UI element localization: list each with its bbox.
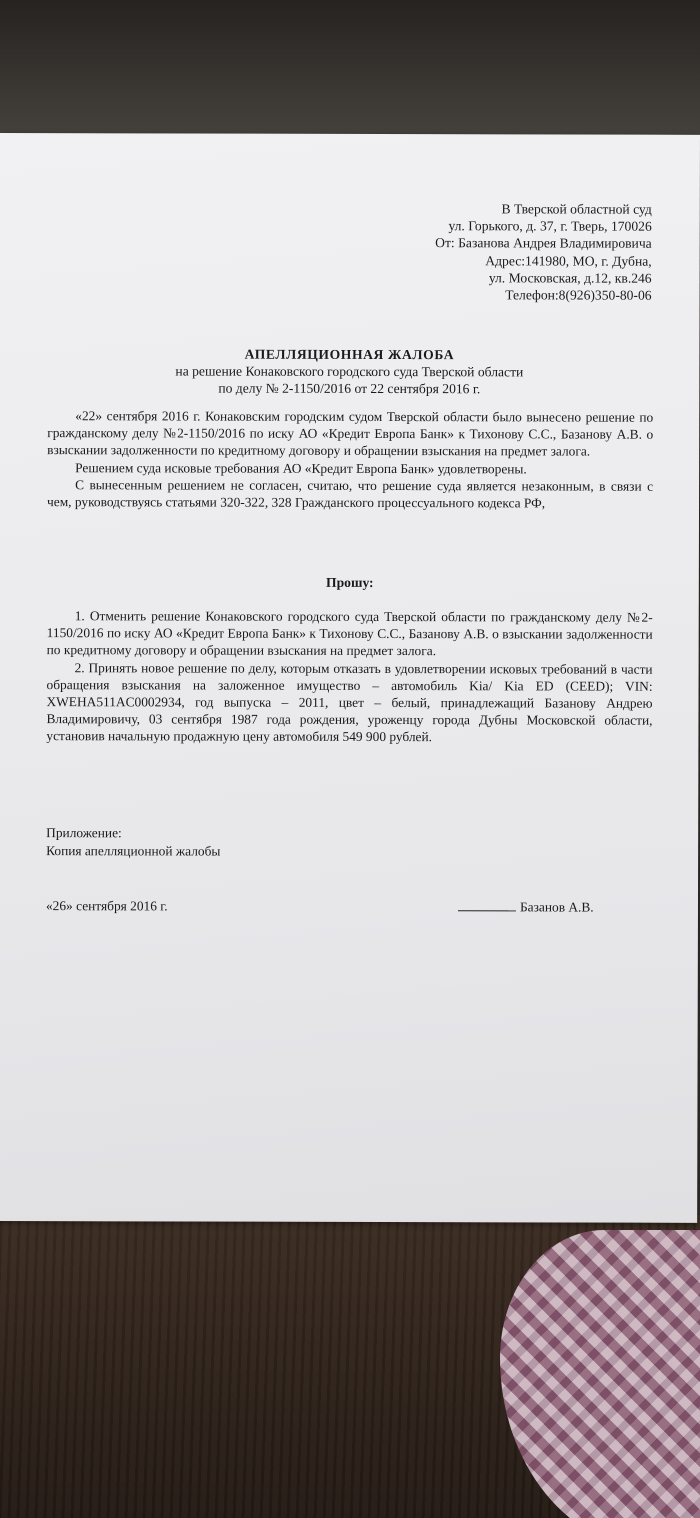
request-item: 2. Принять новое решение по делу, которым отказать в удовлетворении исковых требований в части обращения взыскания на заложенное имущество – автомобиль Kia/ Kia ED (CEED); VIN: XWEHA511AC0002934, год выпуска – 2011, цвет – белый, принадлежащий Базанову Андрею Владимировичу, 03 сентября 1987 года рождения, уроженцу города Дубны Московской области, установив начальную продажную цену автомобиля 549 900 рублей. <box>46 659 653 745</box>
request-list <box>46 607 652 746</box>
addressee-court-address: ул. Горького, д. 37, г. Тверь, 170026 <box>448 218 652 234</box>
signature-date: «26» сентября 2016 г. <box>45 898 168 914</box>
request-heading: Прошу: <box>326 574 374 590</box>
appendix-label: Приложение: <box>46 825 122 841</box>
background-surface <box>0 0 700 145</box>
appendix-item: Копия апелляционной жалобы <box>46 843 221 859</box>
sender-address-2: ул. Московская, д.12, кв.246 <box>488 270 652 286</box>
document-heading <box>69 345 629 397</box>
document-title: АПЕЛЛЯЦИОННАЯ ЖАЛОБА <box>244 346 455 363</box>
document-subtitle-1: на решение Конаковского городского суда Тверской области <box>175 363 524 380</box>
document-subtitle-2: по делу № 2-1150/2016 от 22 сентября 2016 г. <box>218 380 481 397</box>
signer-name: Базанов А.В. <box>519 899 594 915</box>
addressee-court: В Тверской областной суд <box>501 201 652 217</box>
signature-block <box>458 899 594 915</box>
appendix-block <box>46 824 220 860</box>
sender-phone: Телефон:8(926)350-80-06 <box>505 287 652 303</box>
signature-line <box>458 910 516 911</box>
body-paragraph: С вынесенным решением не согласен, считаю, что решение суда является незаконным, в связи с чем, руководствуясь статьями 320-322, 328 Гражданского процессуального кодекса РФ, <box>47 477 654 511</box>
addressee-block <box>352 200 652 304</box>
document-body <box>47 407 653 512</box>
document-sheet <box>0 133 700 1223</box>
sender-address-1: Адрес:141980, МО, г. Дубна, <box>485 252 652 269</box>
body-paragraph: «22» сентября 2016 г. Конаковским городским судом Тверской области было вынесено решение по гражданскому делу №2-1150/2016 по иску АО «Кредит Европа Банк» к Тихонову С.С., Базанову А.В. о взыскании задолженности по кредитному договору и обращении взыскания на предмет залога. <box>47 408 654 459</box>
body-paragraph: Решением суда исковые требования АО «Кредит Европа Банк» удовлетворены. <box>75 459 527 476</box>
sender-name: От: Базанова Андрея Владимировича <box>435 235 652 252</box>
request-item: 1. Отменить решение Конаковского городского суда Тверской области по гражданскому делу №2-1150/2016 по иску АО «Кредит Европа Банк» к Тихонову С.С., Базанову А.В. о взыскании задолженности по кредитному договору и обращении взыскания на предмет залога. <box>46 608 653 659</box>
